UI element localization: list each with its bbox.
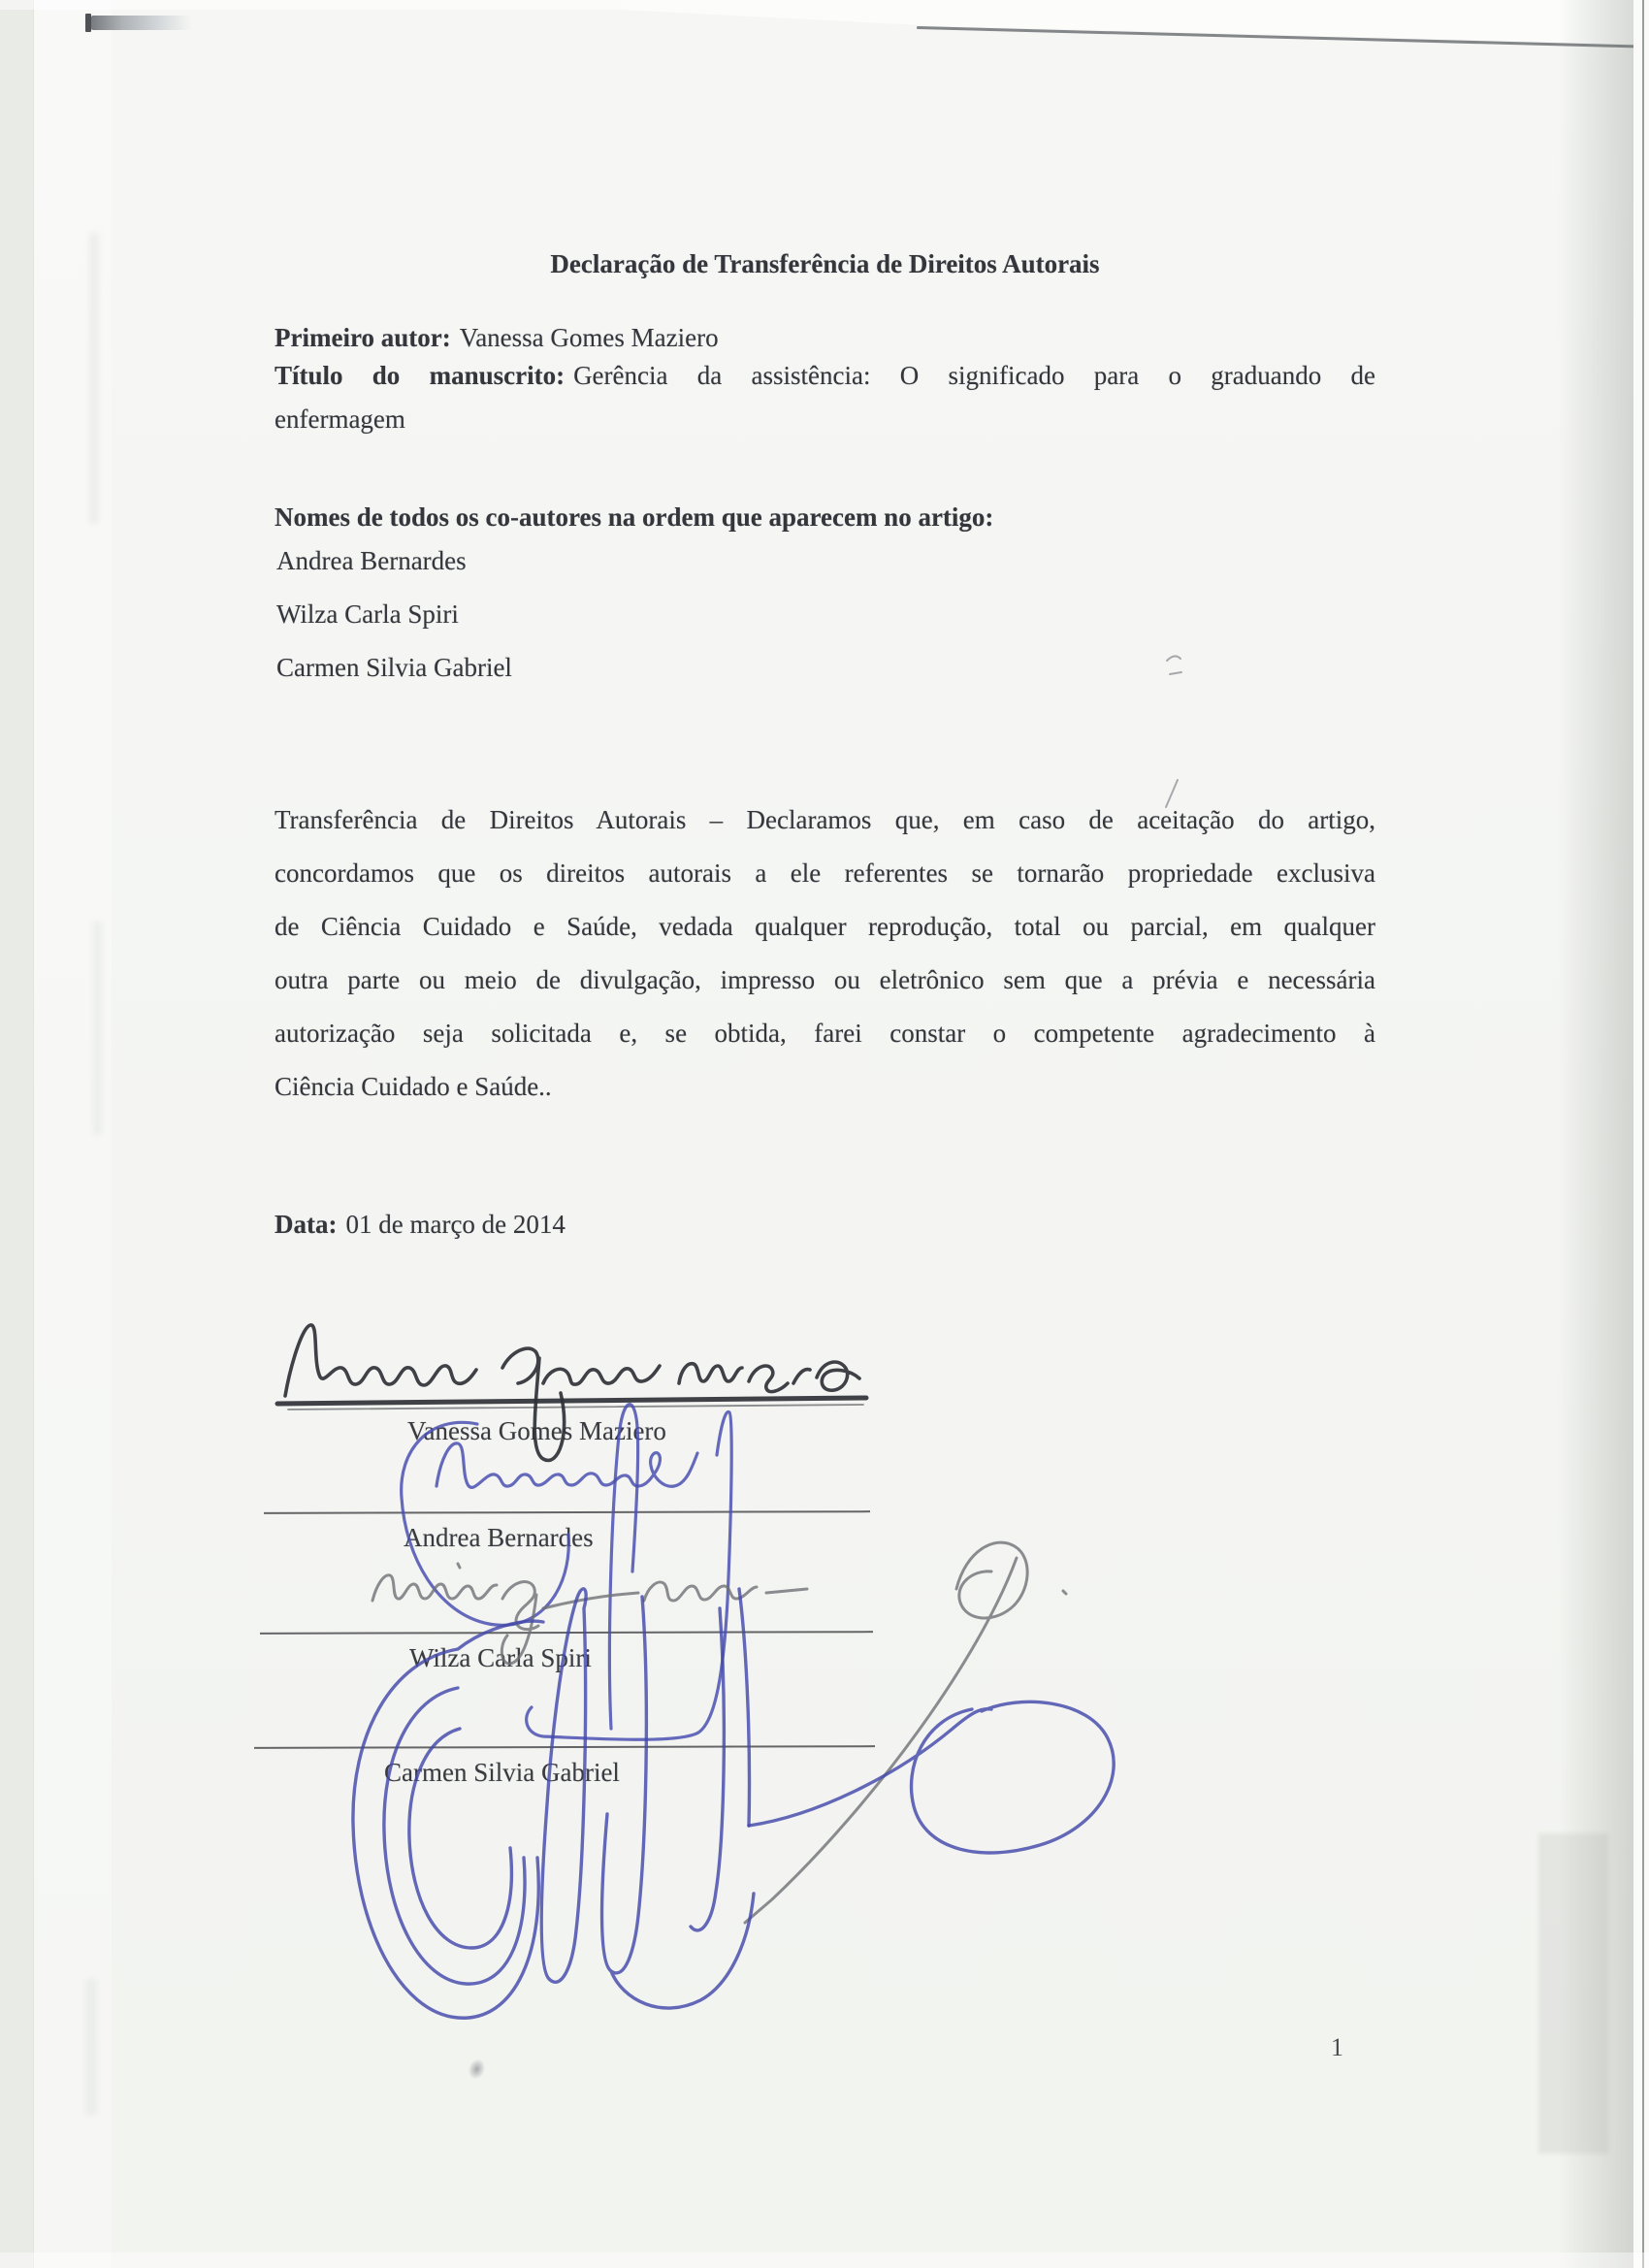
declaration-line: outra parte ou meio de divulgação, impresso ou eletrônico sem que a prévia e necessária [275,965,1375,994]
manuscript-title-text: Gerência da assistência: O significado para o graduando de [573,361,1375,390]
declaration-paragraph [275,794,1375,1114]
stray-smudge-mark [1167,656,1181,674]
scan-left-edge-band [0,0,34,2268]
scan-ink-blob [466,2057,488,2082]
first-author-label: Primeiro autor: [275,323,451,352]
wilza-signature-word [543,1582,807,1608]
manuscript-title-line2: enfermagem [275,405,405,434]
vanessa-signature-underline [277,1398,866,1404]
andrea-signature [402,1405,731,1740]
signature-line-4 [254,1745,875,1749]
declaration-line: autorização seja solicitada e, se obtida, farei constar o competente agradecimento à [275,1019,1375,1048]
declaration-line: concordamos que os direitos autorais a ele referentes se tornarão propriedade exclusiva [275,859,1375,888]
scan-bottom-strip [0,2252,1649,2268]
scan-streak-2 [93,922,102,1135]
carmen-signature-ovals [353,1621,543,2018]
coauthor-name-3: Carmen Silvia Gabriel [276,653,512,682]
vanessa-signature-stroke [679,1362,859,1392]
carmen-signature-hairpin [691,1589,750,1930]
declaration-line: de Ciência Cuidado e Saúde, vedada qualquer reprodução, total ou parcial, em qualquer [275,912,1375,941]
signer-printed-name-3: Wilza Carla Spiri [409,1643,592,1672]
signature-line-2 [264,1510,870,1514]
page-number: 1 [1331,2033,1343,2061]
carmen-signature-hairpin [602,1597,755,2008]
vanessa-signature-underline-echo [288,1405,863,1409]
scan-right-texture [1538,1833,1608,2154]
signature-line-3 [260,1631,873,1635]
manuscript-label: Título do manuscrito: [275,361,566,390]
signer-printed-name-2: Andrea Bernardes [404,1523,594,1552]
date-value: 01 de março de 2014 [345,1210,566,1239]
wilza-signature-word [372,1575,497,1601]
document-title: Declaração de Transferência de Direitos Autorais [550,249,1100,278]
wilza-signature [372,1542,1066,1923]
andrea-signature-word [436,1443,697,1488]
scan-right-edge-line [1642,0,1644,2268]
carmen-signature-right-oval [749,1701,1114,1853]
scan-right-white-strip [1633,0,1649,2268]
carmen-signature-ovals [384,1688,525,1984]
first-author-row [275,322,719,355]
wilza-signature-flourish [458,1542,1066,1923]
coauthor-name-1: Andrea Bernardes [276,546,467,575]
coauthors-heading: Nomes de todos os co-autores na ordem que aparecem no artigo: [275,502,994,532]
date-label: Data: [275,1210,338,1239]
first-author-value: Vanessa Gomes Maziero [459,323,719,352]
date-row [275,1209,566,1242]
stray-marks [1166,656,1181,807]
andrea-signature-descender [527,1405,732,1740]
declaration-line: Transferência de Direitos Autorais – Declaramos que, em caso de aceitação do artigo, [275,805,1375,834]
scan-smudge-tick [85,14,91,32]
declaration-line: Ciência Cuidado e Saúde.. [275,1072,552,1101]
scan-streak-1 [89,233,99,524]
vanessa-signature-stroke [285,1325,476,1396]
scan-smudge-top-left [91,16,192,30]
signer-printed-name-1: Vanessa Gomes Maziero [407,1416,666,1445]
scan-streak-3 [85,1979,97,2115]
signer-printed-name-4: Carmen Silvia Gabriel [384,1758,620,1787]
coauthor-name-2: Wilza Carla Spiri [276,599,459,629]
manuscript-title-line1 [275,361,1375,391]
